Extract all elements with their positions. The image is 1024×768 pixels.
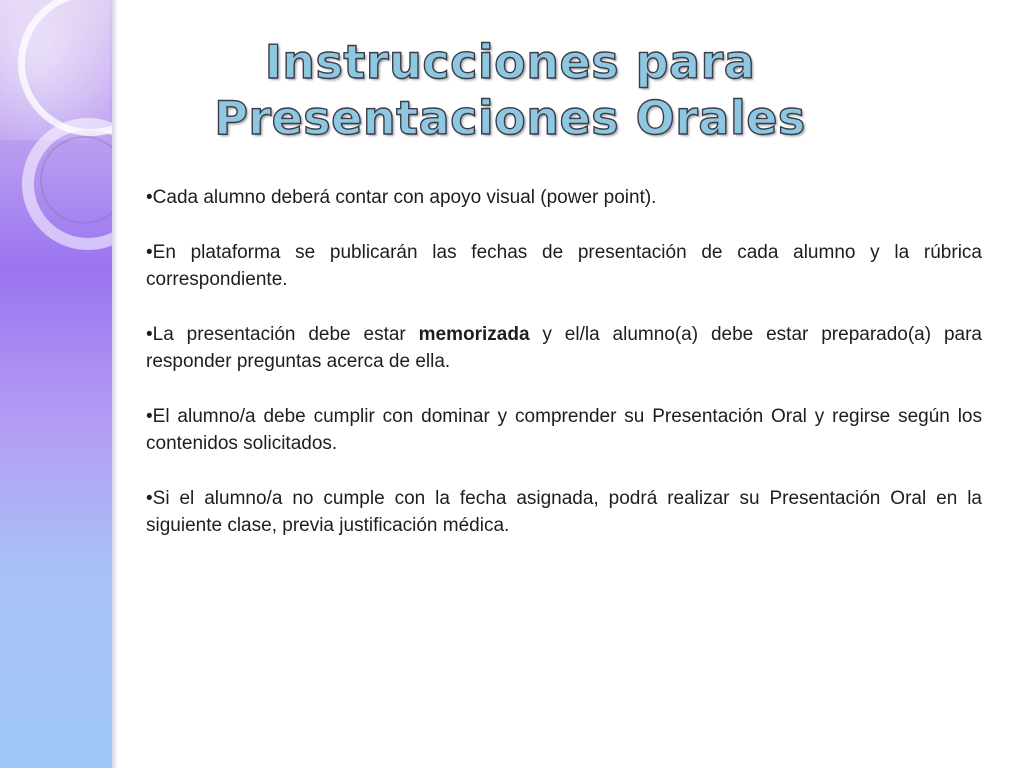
bullet-marker: • [146,242,153,263]
bullet-item [146,403,982,457]
bullet-emphasis: memorizada [418,324,530,345]
bullet-text: El alumno/a debe cumplir con dominar y comprender su Presentación Oral y regirse según los contenidos solicitados. [146,406,982,454]
bullet-text-after: y el/la alumno(a) debe estar preparado(a) para responder preguntas acerca de ella. [146,324,982,372]
slide-title [130,34,890,146]
bullet-text: En plataforma se publicarán las fechas de presentación de cada alumno y la rúbrica correspondiente. [146,242,982,290]
decorative-sidebar [0,0,112,768]
bullet-marker: • [146,324,153,345]
bullet-item [146,184,982,211]
bullet-text: Cada alumno deberá contar con apoyo visual (power point). [152,187,657,208]
bullet-item [146,321,982,375]
bullet-item [146,485,982,539]
bullet-marker: • [146,488,153,509]
bullet-marker: • [146,406,153,427]
slide-body [146,184,982,567]
bullet-text-before: La presentación debe estar [152,324,419,345]
bullet-marker: • [146,187,153,208]
sidebar-edge-shadow [112,0,118,768]
slide-title-line-2: Presentaciones Orales [214,91,806,145]
slide-title-line-1: Instrucciones para [264,35,756,89]
bullet-item [146,239,982,293]
bullet-text: Si el alumno/a no cumple con la fecha asignada, podrá realizar su Presentación Oral en la siguiente clase, previa justificación médica. [146,488,982,536]
